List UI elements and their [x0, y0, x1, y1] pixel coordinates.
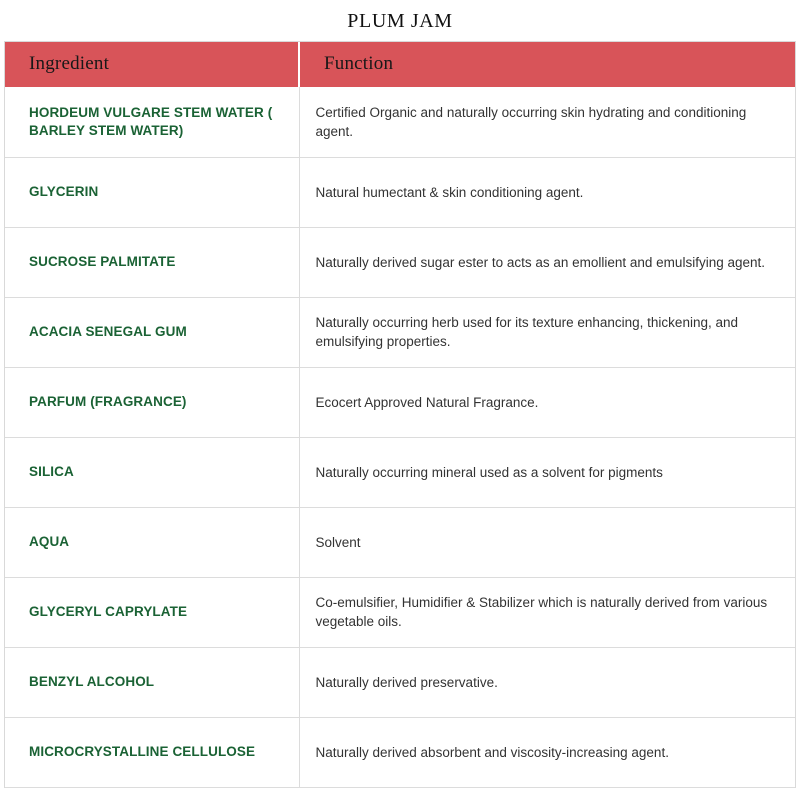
table-row — [5, 297, 795, 367]
ingredient-function: Natural humectant & skin conditioning agent. — [299, 157, 795, 227]
table-header — [5, 42, 795, 87]
ingredient-function: Co-emulsifier, Humidifier & Stabilizer which is naturally derived from various vegetable oils. — [299, 577, 795, 647]
ingredient-function: Naturally occurring herb used for its texture enhancing, thickening, and emulsifying properties. — [299, 297, 795, 367]
table-row — [5, 227, 795, 297]
ingredient-function: Naturally derived preservative. — [299, 647, 795, 717]
column-header-function: Function — [299, 42, 795, 87]
ingredient-function: Certified Organic and naturally occurring skin hydrating and conditioning agent. — [299, 87, 795, 157]
table-header-row — [5, 42, 795, 87]
table-row — [5, 577, 795, 647]
table-row — [5, 367, 795, 437]
ingredient-function: Naturally derived absorbent and viscosity-increasing agent. — [299, 717, 795, 787]
ingredient-function: Solvent — [299, 507, 795, 577]
table-row — [5, 157, 795, 227]
ingredient-name: ACACIA SENEGAL GUM — [5, 297, 299, 367]
column-header-ingredient: Ingredient — [5, 42, 299, 87]
table-body — [5, 87, 795, 787]
ingredient-name: BENZYL ALCOHOL — [5, 647, 299, 717]
ingredients-table-container — [4, 41, 796, 788]
page-title: PLUM JAM — [347, 10, 453, 32]
table-row — [5, 437, 795, 507]
table-row — [5, 507, 795, 577]
ingredients-table — [5, 42, 795, 788]
ingredient-name: MICROCRYSTALLINE CELLULOSE — [5, 717, 299, 787]
ingredient-name: HORDEUM VULGARE STEM WATER ( BARLEY STEM WATER) — [5, 87, 299, 157]
ingredient-name: GLYCERIN — [5, 157, 299, 227]
table-row — [5, 717, 795, 787]
ingredient-name: SUCROSE PALMITATE — [5, 227, 299, 297]
ingredient-function: Ecocert Approved Natural Fragrance. — [299, 367, 795, 437]
ingredient-name: SILICA — [5, 437, 299, 507]
ingredient-name: GLYCERYL CAPRYLATE — [5, 577, 299, 647]
ingredient-name: AQUA — [5, 507, 299, 577]
ingredient-name: PARFUM (FRAGRANCE) — [5, 367, 299, 437]
table-row — [5, 87, 795, 157]
ingredient-function: Naturally occurring mineral used as a solvent for pigments — [299, 437, 795, 507]
ingredient-function: Naturally derived sugar ester to acts as an emollient and emulsifying agent. — [299, 227, 795, 297]
table-row — [5, 647, 795, 717]
